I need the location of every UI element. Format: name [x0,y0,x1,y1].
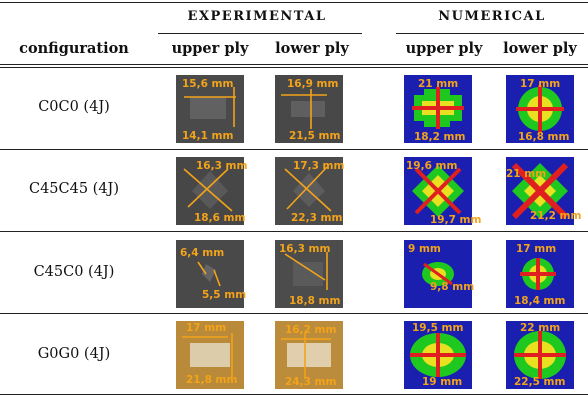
row-0-num-upper-top-label: 21 mm [418,78,459,90]
experimental-header: EXPERIMENTAL [187,9,327,24]
numerical-underline [396,33,584,34]
row-3-exp-lower-bottom-label: 24,3 mm [285,376,337,388]
header-double-rule-top [0,64,588,65]
num-upper-ply-header: upper ply [405,40,483,57]
row-3-exp-lower-image [275,321,343,389]
table-bottom-rule [0,394,588,395]
row-2-exp-upper-bottom-label: 5,5 mm [202,289,247,301]
row-2-configuration: C45C0 (4J) [33,264,115,280]
row-3-exp-upper-top-label: 17 mm [186,322,227,334]
row-0-num-upper-image [404,75,472,143]
row-separator [0,313,588,314]
row-1-num-lower-bottom-label: 21,2 mm [530,210,582,222]
row-3-num-lower-bottom-label: 22,5 mm [514,376,566,388]
row-3-exp-upper-bottom-label: 21,8 mm [186,374,238,386]
row-1-num-upper-bottom-label: 19,7 mm [430,214,482,226]
row-1-num-lower-image [506,157,582,225]
row-2-exp-lower-top-label: 16,3 mm [279,243,331,255]
exp-lower-ply-header: lower ply [275,40,349,57]
configuration-header: configuration [19,40,129,57]
row-1-num-upper-top-label: 19,6 mm [406,160,458,172]
row-0-num-lower-bottom-label: 16,8 mm [518,131,570,143]
row-1-exp-lower-bottom-label: 22,3 mm [291,212,343,224]
row-1-configuration: C45C45 (4J) [28,181,120,197]
row-1-exp-upper-bottom-label: 18,6 mm [194,212,246,224]
row-0-exp-lower-bottom-label: 21,5 mm [289,130,341,142]
row-3-num-upper-top-label: 19,5 mm [412,322,464,334]
row-0-exp-lower-image [275,75,343,143]
num-lower-ply-header: lower ply [503,40,577,57]
row-3-configuration: G0G0 (4J) [37,346,111,362]
row-2-exp-upper-image [176,240,247,308]
row-3-num-lower-image [506,321,574,389]
row-3-exp-lower-top-label: 16,2 mm [285,324,337,336]
row-3-num-lower-top-label: 22 mm [520,322,561,334]
row-0-num-lower-top-label: 17 mm [520,78,561,90]
row-3-num-upper-bottom-label: 19 mm [422,376,463,388]
row-2-num-upper-top-label: 9 mm [408,243,441,255]
row-3-exp-upper-image [176,321,244,389]
row-3-num-upper-image [404,321,472,389]
row-2-num-upper-image [404,240,475,308]
row-0-configuration: C0C0 (4J) [38,99,110,115]
experimental-underline [158,33,362,34]
row-2-exp-upper-top-label: 6,4 mm [180,247,225,259]
row-separator [0,231,588,232]
row-0-num-upper-bottom-label: 18,2 mm [414,131,466,143]
row-2-num-upper-bottom-label: 9,8 mm [430,281,475,293]
row-0-exp-upper-top-label: 15,6 mm [182,78,234,90]
row-2-num-lower-image [506,240,574,308]
row-2-exp-lower-image [275,240,343,308]
header-double-rule-bottom [0,67,588,68]
exp-upper-ply-header: upper ply [171,40,249,57]
row-1-exp-upper-image [176,157,248,225]
row-0-num-lower-image [506,75,574,143]
row-separator [0,149,588,150]
row-0-exp-lower-top-label: 16,9 mm [287,78,339,90]
row-1-num-upper-image [404,157,482,226]
row-1-exp-lower-top-label: 17,3 mm [293,160,345,172]
table-top-rule [0,2,588,3]
row-0-exp-upper-bottom-label: 14,1 mm [182,130,234,142]
row-1-num-lower-top-label: 21 mm [506,168,547,180]
row-2-num-lower-top-label: 17 mm [516,243,557,255]
row-1-exp-lower-image [275,157,343,225]
row-1-exp-upper-top-label: 16,3 mm [196,160,248,172]
row-2-exp-lower-bottom-label: 18,8 mm [289,295,341,307]
row-0-exp-upper-image [176,75,244,143]
row-2-num-lower-bottom-label: 18,4 mm [514,295,566,307]
numerical-header: NUMERICAL [438,9,546,24]
